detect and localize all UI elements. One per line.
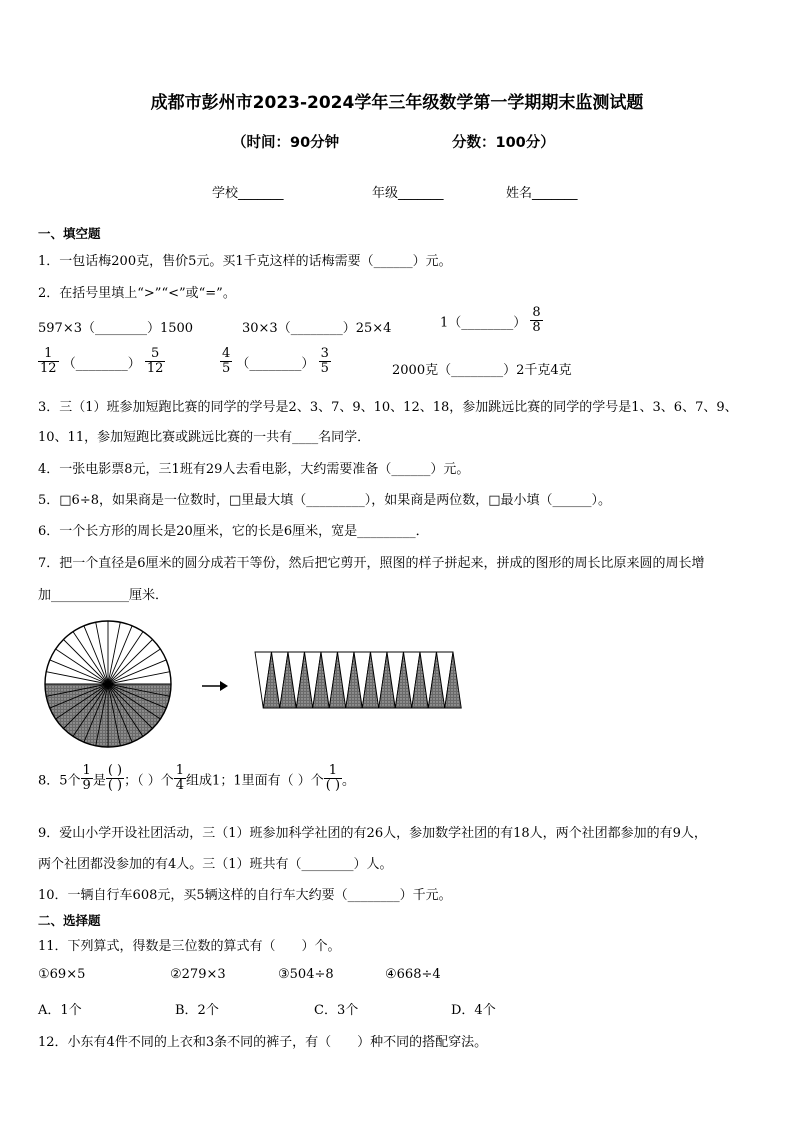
question-9-line-2: 两个社团都没参加的有4人。三（1）班共有（________）人。 [38,857,393,872]
fraction [145,347,166,377]
q2-item-e-blank: （________） [236,356,315,372]
q2-item-c [440,306,543,336]
denominator: 12 [146,361,164,377]
q7-figure [40,620,480,750]
page-title: 成都市彭州市2023-2024学年三年级数学第一学期期末监测试题 [150,93,644,113]
arrow-icon [202,681,228,691]
q2-item-f: 2000克（________）2千克4克 [392,363,572,378]
numerator: 8 [532,305,541,320]
question-10: 10．一辆自行车608元，买5辆这样的自行车大约要（________）千元。 [38,888,452,903]
fraction [530,306,542,336]
denominator: 8 [532,320,541,336]
q11-option: ③504÷8 [278,967,334,982]
question-8 [38,764,355,794]
fraction [174,764,186,794]
question-5: 5．□6÷8，如果商是一位数时，□里最大填（_________），如果商是两位数，□最小填（______）。 [38,493,612,508]
numerator: 1 [328,763,338,778]
q2-item-d [38,347,165,377]
question-9-line-1: 9．爱山小学开设社团活动，三（1）班参加科学社团的有26人，参加数学社团的有18人，两个社团都参加的有9人， [38,826,707,841]
fraction [106,764,124,794]
q11-choice-b[interactable]: B．2个 [175,1003,219,1018]
question-11: 11．下列算式，得数是三位数的算式有（ ）个。 [38,939,341,954]
numerator: 1 [175,763,185,778]
denominator: ( ) [325,778,341,794]
question-4: 4．一张电影票8元，三1班有29人去看电影，大约需要准备（______）元。 [38,462,470,477]
numerator: 1 [82,763,91,778]
q11-choice-d[interactable]: D．4个 [451,1003,496,1018]
q2-item-a: 597×3（________）1500 [38,321,194,336]
circle-sectors [45,621,171,747]
q8-text-e: 。 [342,773,356,789]
q11-option: ①69×5 [38,967,86,982]
fraction [38,347,59,377]
numerator: ( ) [107,763,123,778]
denominator: 5 [222,361,231,377]
question-7-line-1: 7．把一个直径是6厘米的圆分成若干等份，然后把它剪开，照图的样子拼起来，拼成的图形的周长比原来圆的周长增 [38,556,705,571]
name-field: 姓名_______ [506,186,578,201]
numerator: 1 [44,346,53,361]
numerator: 3 [320,346,329,361]
fraction [81,764,93,794]
q11-choice-c[interactable]: C．3个 [314,1003,359,1018]
q8-text-c: ；（ ）个 [124,773,174,789]
q2-item-d-blank: （________） [62,356,141,372]
question-12: 12．小东有4件不同的上衣和3条不同的裤子，有（ ）种不同的搭配穿法。 [38,1035,488,1050]
question-3-line-1: 3．三（1）班参加短跑比赛的同学的学号是2、3、7、9、10、12、18，参加跳远比赛的同学的学号是1、3、6、7、9、 [38,400,738,415]
sector-line [108,640,153,685]
sector-line [64,640,109,685]
grade-field: 年级_______ [372,186,444,201]
q8-text-b: 是 [92,773,106,789]
q11-option: ②279×3 [170,967,226,982]
q11-option: ④668÷4 [385,967,441,982]
section-fill-title: 一、填空题 [38,226,101,241]
section-choice-title: 二、选择题 [38,913,101,928]
numerator: 5 [150,346,160,361]
question-7-line-2: 加____________厘米． [38,588,169,603]
q2-item-b: 30×3（________）25×4 [242,321,392,336]
school-field: 学校_______ [212,186,284,201]
question-1: 1．一包话梅200克，售价5元。买1千克这样的话梅需要（______）元。 [38,254,452,269]
rearranged-shape [255,652,461,708]
exam-time: （时间：90分钟 [232,135,340,151]
denominator: 4 [175,778,185,794]
q8-text-d: 组成1；1里面有（ ）个 [186,773,324,789]
denominator: 9 [82,778,91,794]
question-3-line-2: 10、11，参加短跑比赛或跳远比赛的一共有____名同学． [38,430,371,445]
q8-text-a: 8．5个 [38,773,81,789]
fraction [324,764,342,794]
fraction [220,347,232,377]
denominator: ( ) [107,778,123,794]
denominator: 5 [320,361,329,377]
denominator: 12 [40,361,57,377]
q11-choice-a[interactable]: A．1个 [38,1003,82,1018]
exam-score: 分数：100分） [452,135,555,151]
q2-item-c-text: 1（________） [440,315,527,331]
q2-item-e [220,347,331,377]
question-2: 2．在括号里填上“>”“<”或“=”。 [38,286,236,301]
fraction [319,347,331,377]
question-6: 6．一个长方形的周长是20厘米，它的长是6厘米，宽是_________． [38,524,429,539]
numerator: 4 [222,346,231,361]
